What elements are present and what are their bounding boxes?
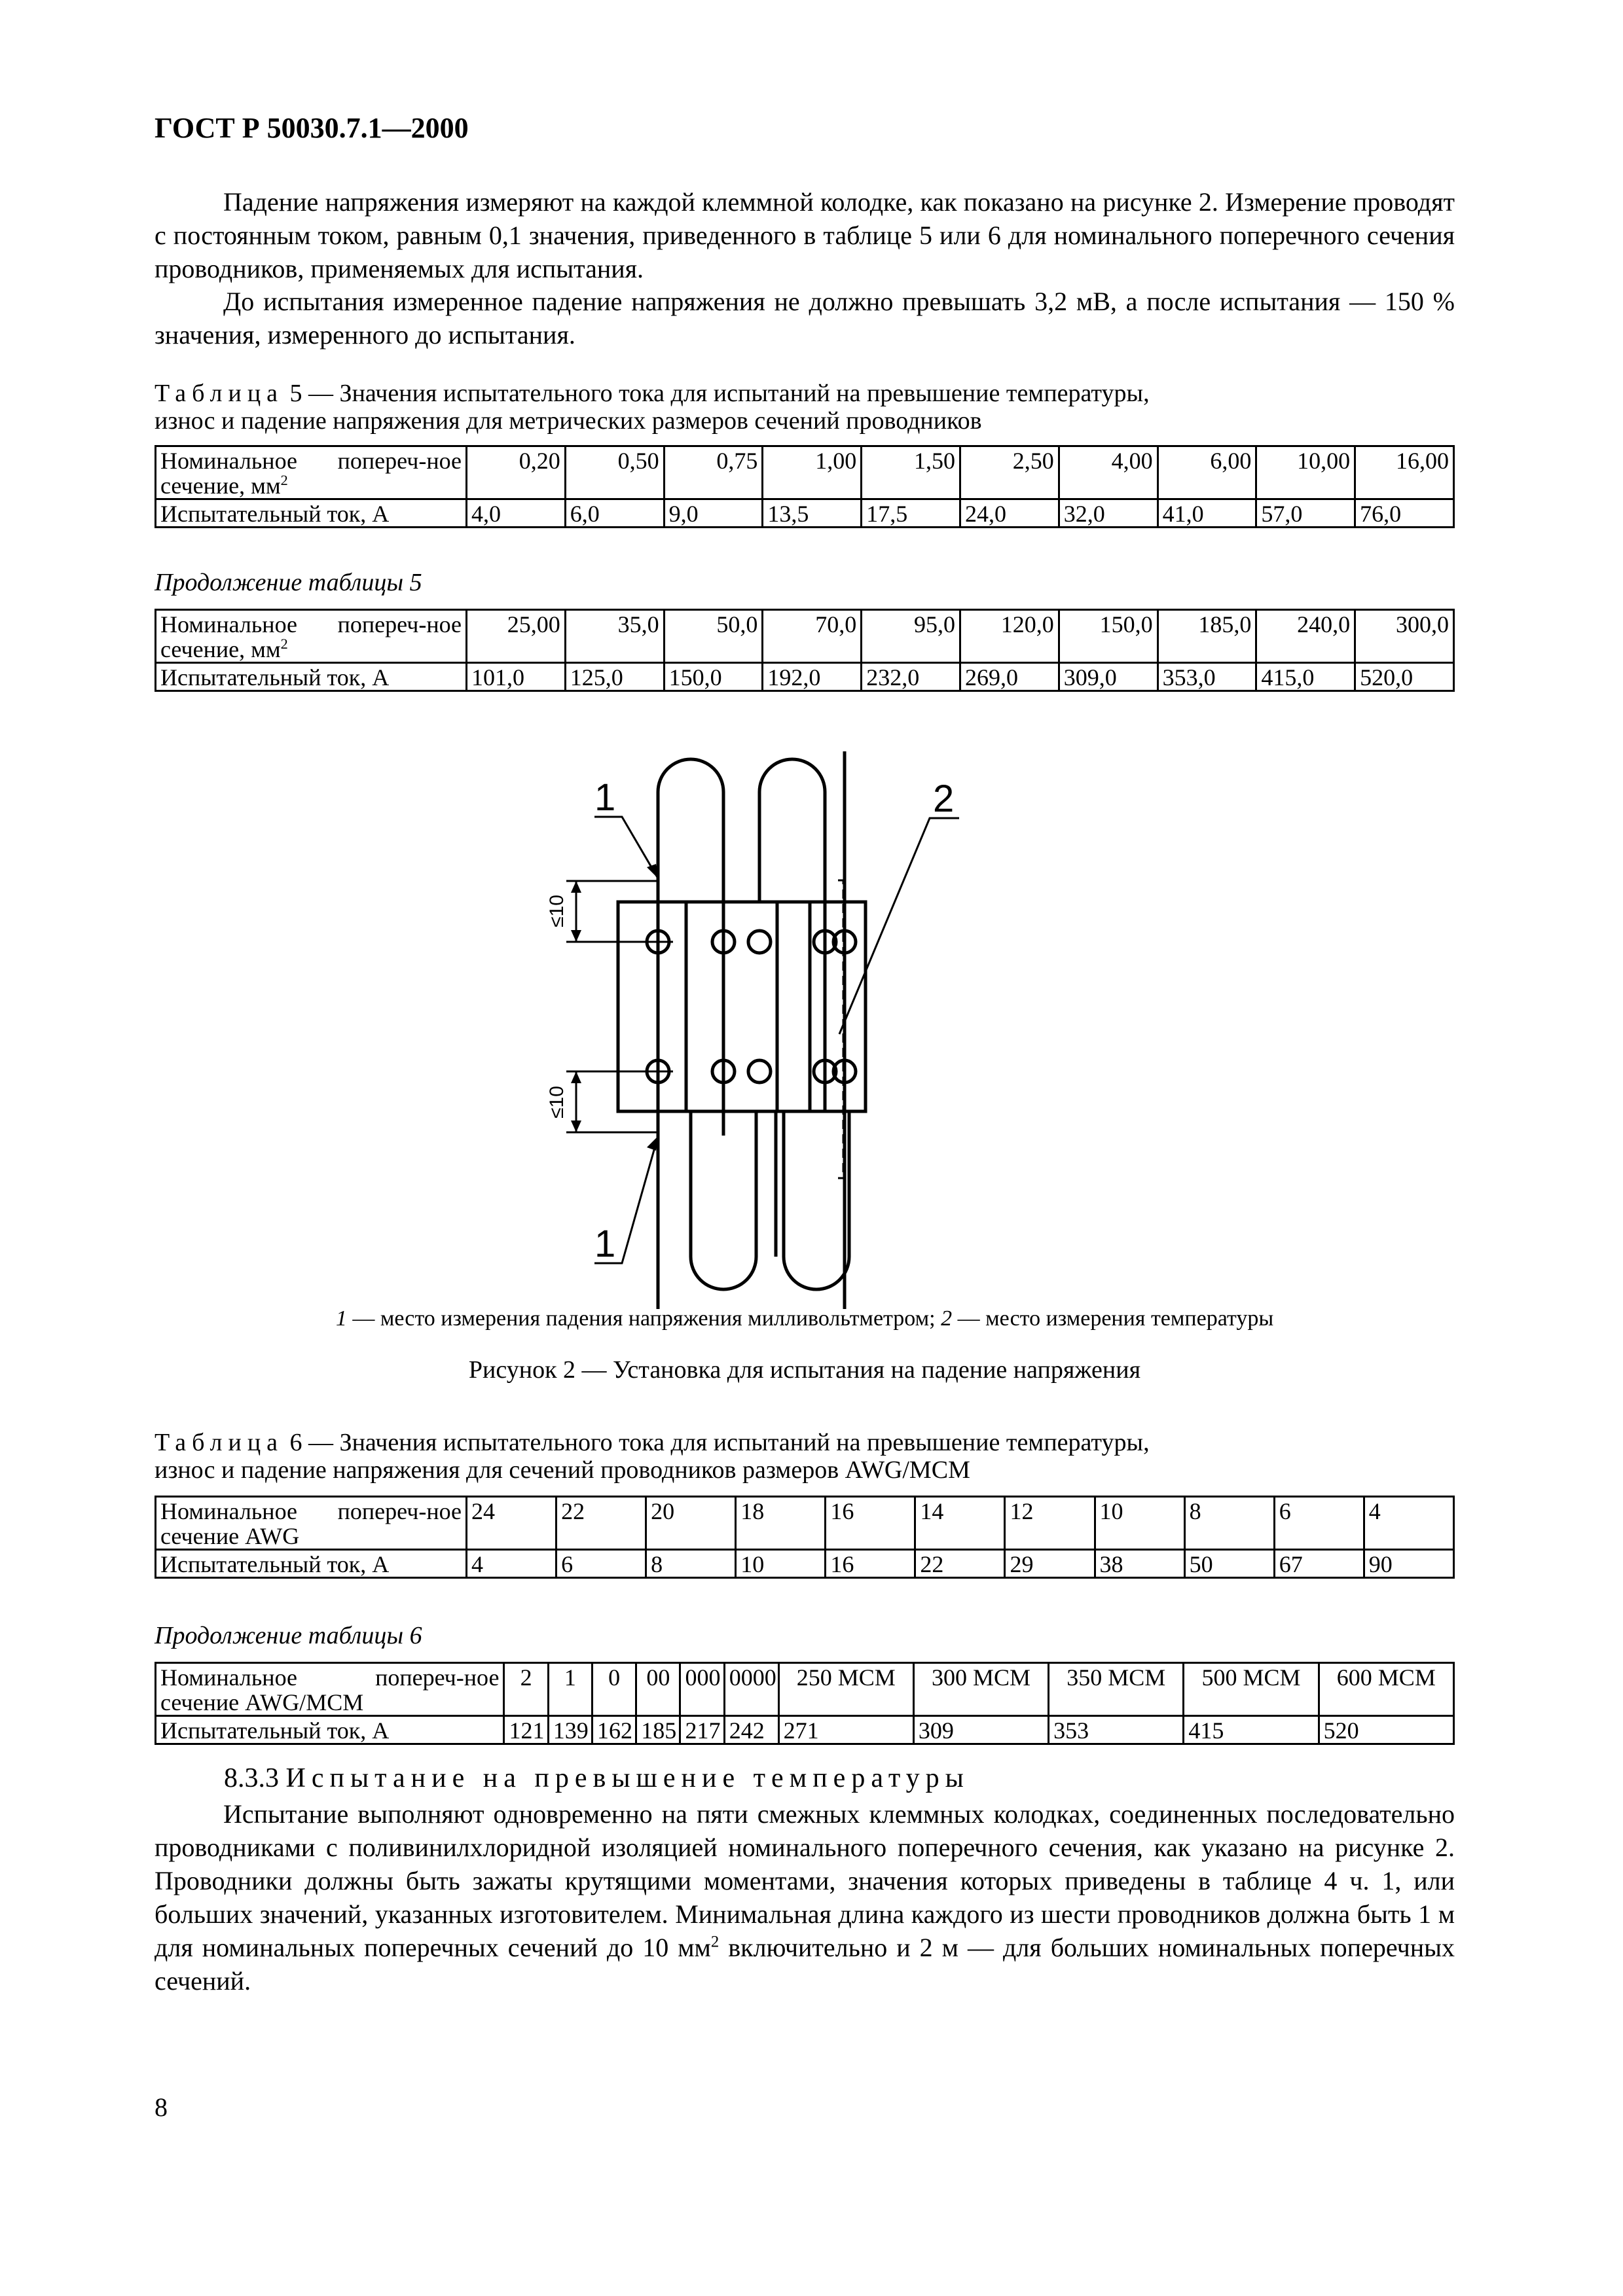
table-cell-current: 269,0 [960, 663, 1059, 691]
table-cell-section: 300 MCM [913, 1663, 1048, 1716]
table6c-row1-label: Номинальное попереч-ное сечение AWG/MCM [156, 1663, 504, 1716]
figure-label-1-top: 1 [594, 776, 616, 819]
table-cell-current: 10 [736, 1550, 826, 1578]
table-cell-current: 309,0 [1059, 663, 1158, 691]
table6-row-currents [156, 1550, 1454, 1578]
table-cell-current: 4,0 [467, 499, 566, 528]
table-cell-current: 76,0 [1355, 499, 1454, 528]
section-text-b: включительно и 2 м — для больших номинальных поперечных сечений. [155, 1933, 1455, 1996]
table5c-row-sections [156, 610, 1454, 663]
table6c-row-sections [156, 1663, 1454, 1716]
section-text-sup: 2 [710, 1933, 720, 1951]
table-cell-current: 520,0 [1355, 663, 1454, 691]
leader-1-top [594, 817, 658, 878]
table-cell-section: 4,00 [1059, 446, 1158, 499]
dimension-label-bottom: ≤10 [546, 1086, 568, 1119]
table-cell-section: 4 [1364, 1497, 1453, 1550]
table5-row1-label-text: Номинальное попереч-ное сечение, мм [160, 448, 462, 499]
table-cell-section: 185,0 [1158, 610, 1256, 663]
table5-row1-label [156, 446, 467, 499]
table-cell-section: 1,00 [763, 446, 862, 499]
table5-row2-label: Испытательный ток, А [156, 499, 467, 528]
table-cell-section: 600 MCM [1319, 1663, 1453, 1716]
table-cell-section: 0,75 [664, 446, 763, 499]
section-8-3-3-heading [224, 1763, 970, 1794]
table-cell-current: 22 [915, 1550, 1005, 1578]
section-8-3-3-text [155, 1797, 1455, 1998]
table6-caption-word: Таблица [155, 1429, 284, 1456]
table-cell-current: 6 [556, 1550, 646, 1578]
table5c-row2-label: Испытательный ток, А [156, 663, 467, 691]
table6-continuation-title: Продолжение таблицы 6 [155, 1622, 422, 1649]
table-cell-current: 271 [778, 1716, 913, 1744]
table-cell-section: 24 [467, 1497, 556, 1550]
table6-caption [155, 1429, 1455, 1484]
contact-circle [748, 931, 771, 953]
terminal-block [618, 902, 866, 1111]
table-cell-section: 500 MCM [1184, 1663, 1319, 1716]
table-cell-current: 162 [592, 1716, 636, 1744]
table-cell-section: 0000 [724, 1663, 778, 1716]
table-cell-section: 000 [680, 1663, 724, 1716]
dimension-label-top: ≤10 [546, 895, 568, 927]
table-cell-current: 139 [548, 1716, 592, 1744]
intro-paragraph-1: Падение напряжения измеряют на каждой клеммной колодке, как показано на рисунке 2. Измерение проводят с постоянным током, равным 0,1 значения, приведенного в таблице 5 или 6 для номинального поперечного сечения проводников, применяемых для испытания. [155, 187, 1455, 283]
document-code-header: ГОСТ Р 50030.7.1—2000 [155, 112, 469, 144]
table-cell-section: 6,00 [1158, 446, 1256, 499]
page-number: 8 [155, 2092, 168, 2122]
table-cell-section: 120,0 [960, 610, 1059, 663]
contact-circle [748, 1060, 771, 1083]
table-cell-current: 415,0 [1256, 663, 1355, 691]
table-cell-current: 125,0 [565, 663, 664, 691]
table-cell-current: 242 [724, 1716, 778, 1744]
table-cell-current: 520 [1319, 1716, 1453, 1744]
table-cell-section: 25,00 [467, 610, 566, 663]
table-cell-section: 35,0 [565, 610, 664, 663]
table5-caption-rest: 5 — Значения испытательного тока для испытаний на превышение температуры, [283, 380, 1150, 407]
table5c-row-currents [156, 663, 1454, 691]
table-cell-current: 41,0 [1158, 499, 1256, 528]
figure-label-1-bottom: 1 [594, 1223, 616, 1265]
table-cell-current: 9,0 [664, 499, 763, 528]
table-cell-current: 150,0 [664, 663, 763, 691]
table6-row2-label: Испытательный ток, А [156, 1550, 467, 1578]
legend-number-2: 2 [941, 1306, 953, 1331]
table-cell-current: 192,0 [763, 663, 862, 691]
table6-row-sections [156, 1497, 1454, 1550]
table-cell-section: 250 MCM [778, 1663, 913, 1716]
table-cell-current: 121 [504, 1716, 548, 1744]
table-cell-section: 50,0 [664, 610, 763, 663]
table-cell-section: 0,20 [467, 446, 566, 499]
table-cell-section: 6 [1274, 1497, 1364, 1550]
table-cell-current: 353,0 [1158, 663, 1256, 691]
table-cell-current: 4 [467, 1550, 556, 1578]
table-cell-section: 20 [646, 1497, 736, 1550]
table5-row-sections [156, 446, 1454, 499]
table-cell-section: 16,00 [1355, 446, 1454, 499]
table-cell-section: 300,0 [1355, 610, 1454, 663]
table-cell-section: 14 [915, 1497, 1005, 1550]
table-cell-section: 0 [592, 1663, 636, 1716]
table-cell-current: 353 [1049, 1716, 1184, 1744]
table6-caption-rest: 6 — Значения испытательного тока для испытаний на превышение температуры, [283, 1429, 1150, 1456]
table5-continuation-title: Продолжение таблицы 5 [155, 569, 422, 596]
table5-row-currents [156, 499, 1454, 528]
conductor-loop-bottom-2 [784, 1111, 849, 1289]
table-cell-current: 17,5 [862, 499, 960, 528]
table6-row1-label: Номинальное попереч-ное сечение AWG [156, 1497, 467, 1550]
table-cell-section: 350 MCM [1049, 1663, 1184, 1716]
table-cell-section: 240,0 [1256, 610, 1355, 663]
table-cell-current: 232,0 [862, 663, 960, 691]
table-cell-section: 1 [548, 1663, 592, 1716]
table-cell-current: 185 [636, 1716, 680, 1744]
figure-label-2: 2 [933, 778, 955, 820]
table-cell-current: 57,0 [1256, 499, 1355, 528]
legend-text-2: — место измерения температуры [952, 1306, 1274, 1331]
table5-caption-word: Таблица [155, 380, 284, 407]
table-cell-current: 38 [1095, 1550, 1184, 1578]
table-cell-section: 2 [504, 1663, 548, 1716]
table-cell-section: 8 [1184, 1497, 1274, 1550]
table6 [155, 1496, 1455, 1579]
table-cell-section: 18 [736, 1497, 826, 1550]
table6c-row2-label: Испытательный ток, А [156, 1716, 504, 1744]
table-cell-section: 70,0 [763, 610, 862, 663]
table-cell-current: 8 [646, 1550, 736, 1578]
table-cell-section: 2,50 [960, 446, 1059, 499]
table-cell-current: 90 [1364, 1550, 1453, 1578]
table-cell-current: 217 [680, 1716, 724, 1744]
table-cell-section: 22 [556, 1497, 646, 1550]
table-cell-section: 1,50 [862, 446, 960, 499]
table-cell-section: 10 [1095, 1497, 1184, 1550]
table6c-row-currents [156, 1716, 1454, 1744]
legend-text-1: — место измерения падения напряжения милливольтметром; [346, 1306, 941, 1331]
figure-caption: Рисунок 2 — Установка для испытания на падение напряжения [468, 1356, 1141, 1384]
table-cell-current: 16 [826, 1550, 915, 1578]
table-cell-section: 0,50 [565, 446, 664, 499]
section-text-a: Испытание выполняют одновременно на пяти смежных клеммных колодках, соединенных последовательно проводниками с поливинилхлоридной изоляцией номинального поперечного сечения, как указано на рисунке 2. Проводники должны быть зажаты крутящими моментами, значения которых приведены в таблице 4 ч. 1, или больших значений, указанных изготовителем. Минимальная длина каждого из шести проводников должна быть 1 м для номинальных поперечных сечений до 10 мм [155, 1799, 1455, 1962]
table-cell-section: 16 [826, 1497, 915, 1550]
leader-2 [839, 818, 959, 1034]
figure-legend [155, 1306, 1455, 1331]
figure-2-diagram [498, 733, 1087, 1309]
table-cell-current: 32,0 [1059, 499, 1158, 528]
table5c-row1-label [156, 610, 467, 663]
table-cell-current: 50 [1184, 1550, 1274, 1578]
table-cell-current: 67 [1274, 1550, 1364, 1578]
table-cell-current: 6,0 [565, 499, 664, 528]
section-title: Испытание на превышение температуры [285, 1763, 970, 1793]
table-cell-section: 12 [1005, 1497, 1095, 1550]
table-cell-current: 13,5 [763, 499, 862, 528]
table5-continuation [155, 609, 1455, 692]
table5 [155, 445, 1455, 528]
table-cell-current: 309 [913, 1716, 1048, 1744]
table-cell-current: 29 [1005, 1550, 1095, 1578]
table5-row1-sup: 2 [280, 472, 288, 488]
table-cell-section: 00 [636, 1663, 680, 1716]
table6-continuation [155, 1662, 1455, 1745]
intro-paragraph-2: До испытания измеренное падение напряжения не должно превышать 3,2 мВ, а после испытания — 150 % значения, измеренного до испытания. [155, 287, 1455, 350]
table5c-row1-label-text: Номинальное попереч-ное сечение, мм [160, 611, 462, 662]
table-cell-section: 10,00 [1256, 446, 1355, 499]
table-cell-current: 24,0 [960, 499, 1059, 528]
table5-caption [155, 380, 1455, 435]
table-cell-current: 101,0 [467, 663, 566, 691]
table-cell-current: 415 [1184, 1716, 1319, 1744]
table-cell-section: 95,0 [862, 610, 960, 663]
conductor-loop-bottom-1 [691, 1111, 756, 1289]
table-cell-section: 150,0 [1059, 610, 1158, 663]
legend-number-1: 1 [335, 1306, 347, 1331]
table5c-row1-sup: 2 [280, 636, 288, 652]
table6-caption-line2: износ и падение напряжения для сечений проводников размеров AWG/MCM [155, 1456, 970, 1484]
section-number: 8.3.3 [224, 1763, 286, 1793]
table5-caption-line2: износ и падение напряжения для метрических размеров сечений проводников [155, 407, 982, 435]
